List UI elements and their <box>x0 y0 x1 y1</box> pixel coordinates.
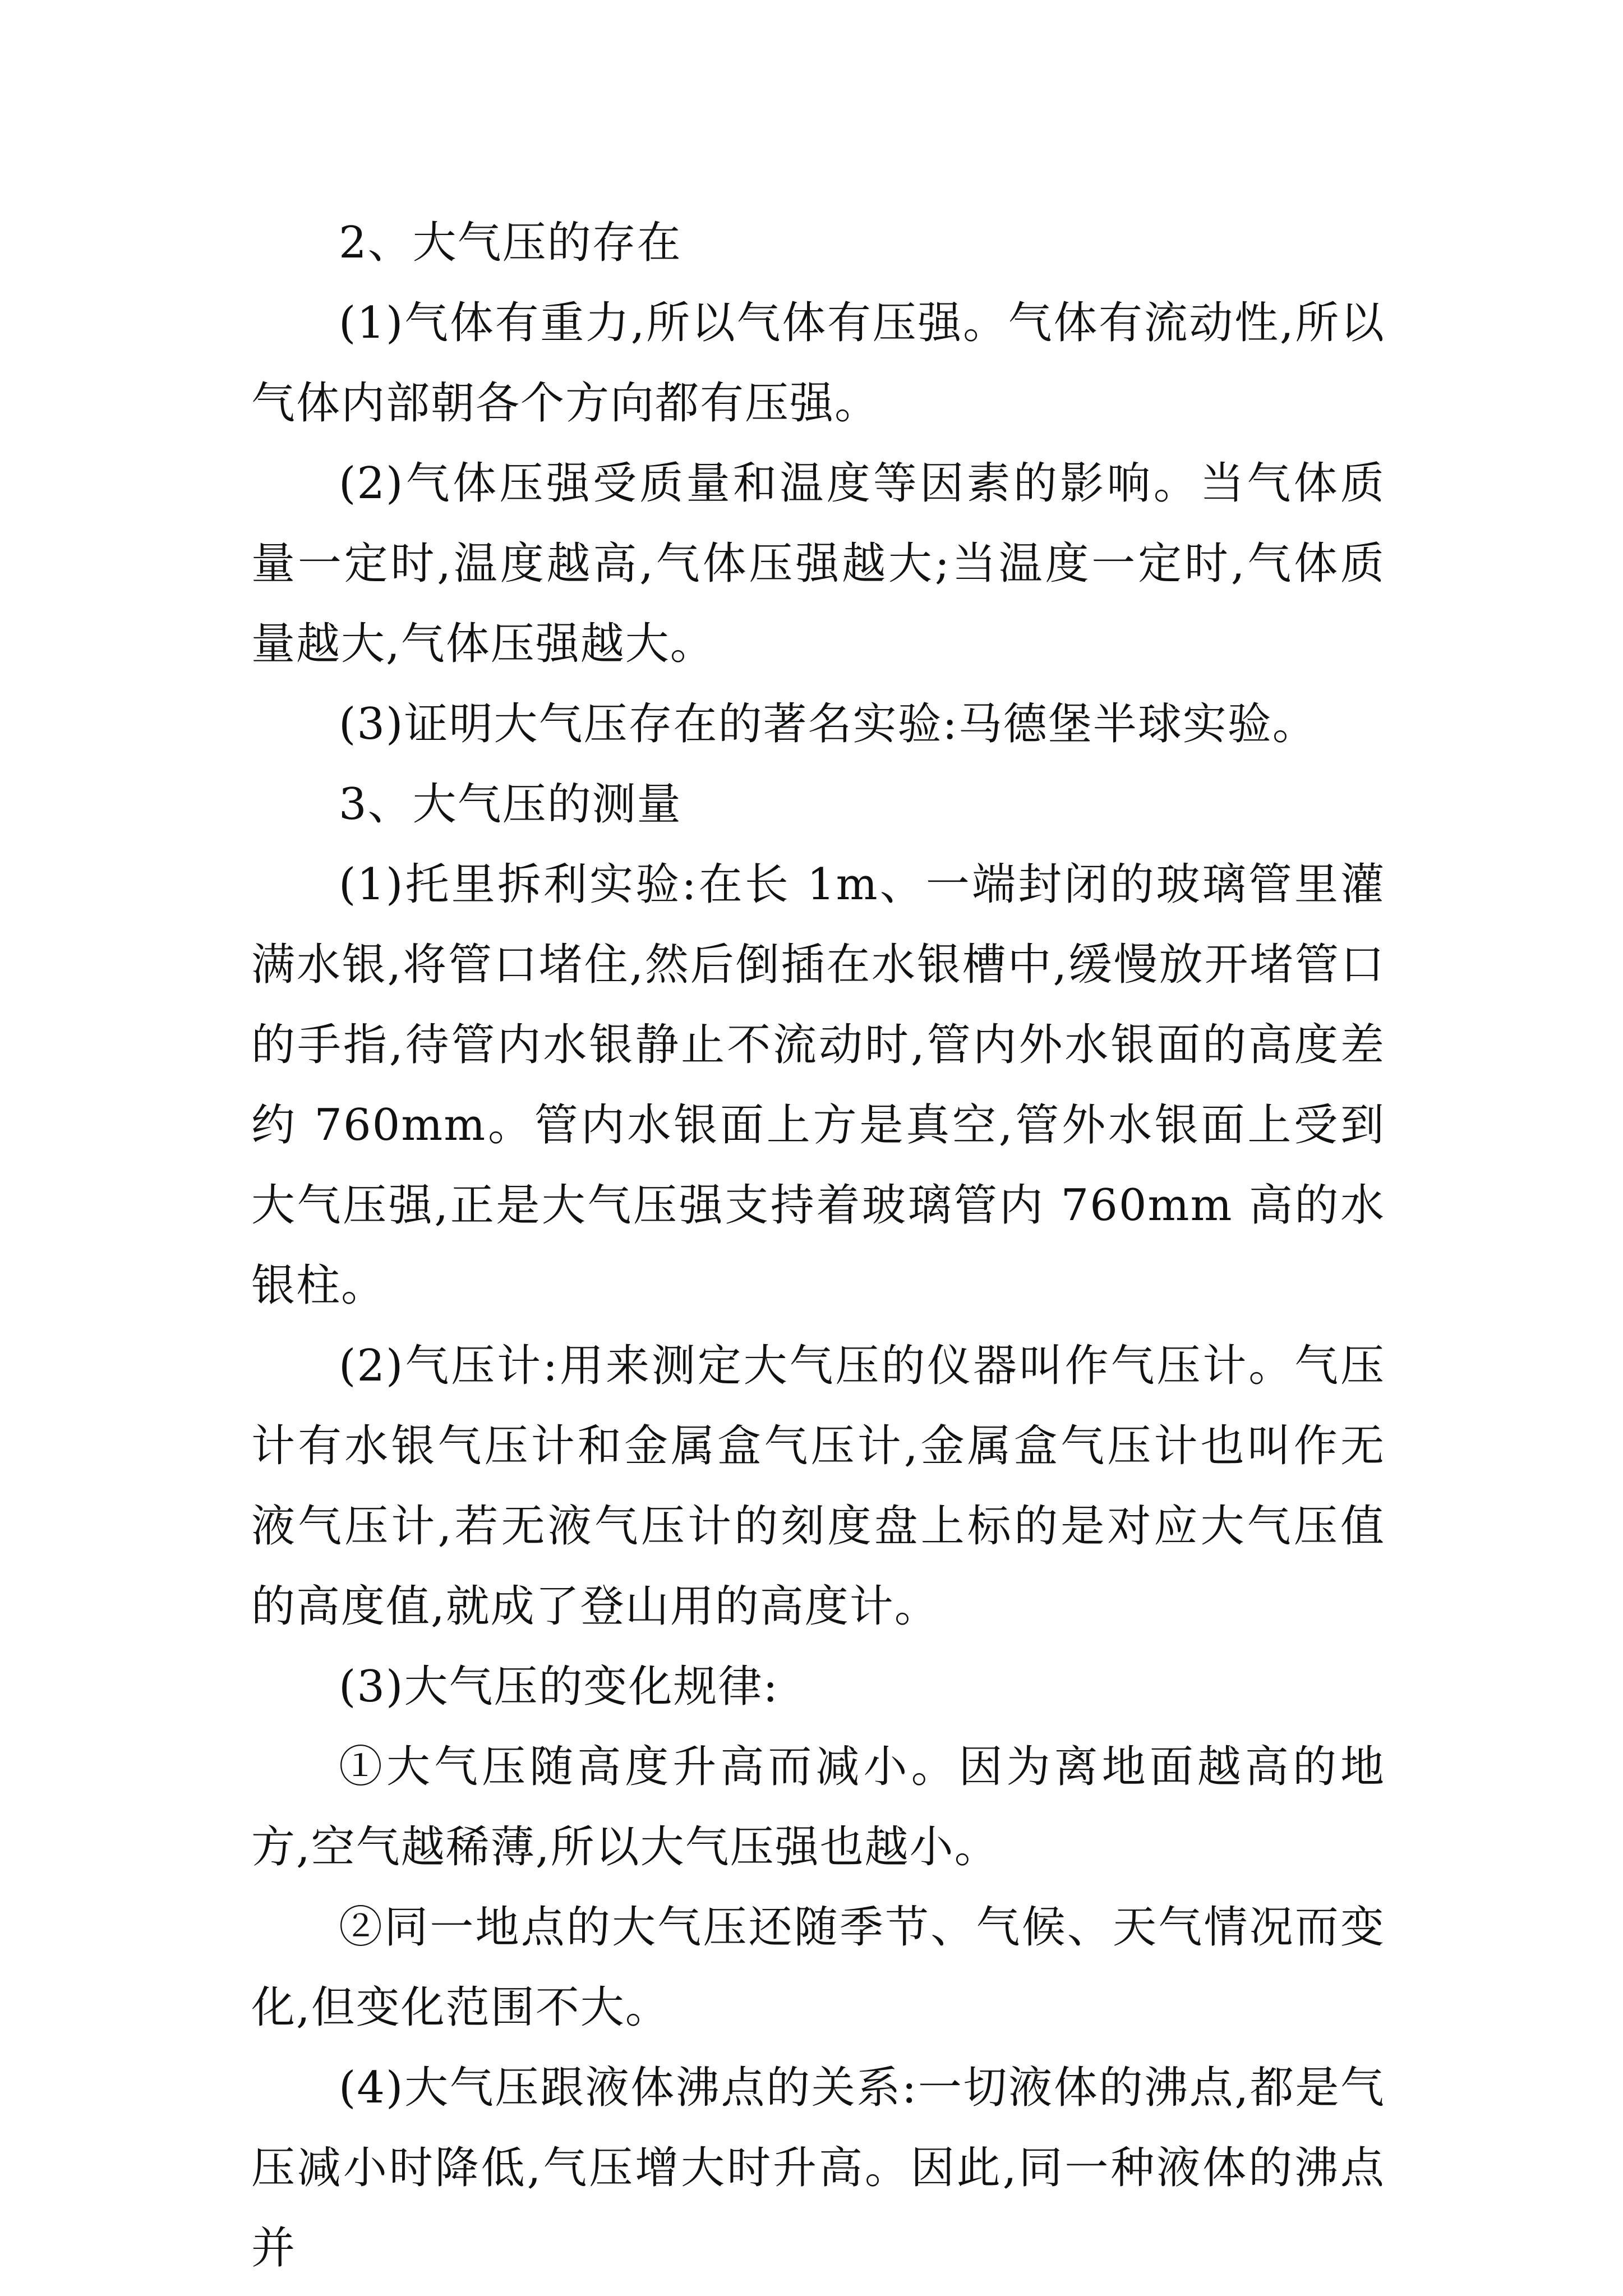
document-body <box>251 203 1385 2289</box>
paragraph-boiling-point: (4)大气压跟液体沸点的关系:一切液体的沸点,都是气压减小时降低,气压增大时升高。因此,同一种液体的沸点并 <box>251 2063 1385 2274</box>
paragraph-magdeburg-experiment: (3)证明大气压存在的著名实验:马德堡半球实验。 <box>339 699 1317 749</box>
heading-atmospheric-pressure-measurement: 3、大气压的测量 <box>339 779 682 830</box>
paragraph-pressure-change-rules: (3)大气压的变化规律: <box>339 1662 779 1712</box>
paragraph-rule-altitude: ①大气压随高度升高而减小。因为离地面越高的地方,空气越稀薄,所以大气压强也越小。 <box>251 1742 1385 1872</box>
paragraph-rule-season: ②同一地点的大气压还随季节、气候、天气情况而变化,但变化范围不大。 <box>251 1902 1385 2033</box>
paragraph-barometer: (2)气压计:用来测定大气压的仪器叫作气压计。气压计有水银气压计和金属盒气压计,金属盒气压计也叫作无液气压计,若无液气压计的刻度盘上标的是对应大气压值的高度值,就成了登山用的高度计。 <box>251 1341 1385 1632</box>
heading-atmospheric-pressure-existence: 2、大气压的存在 <box>339 218 682 268</box>
paragraph-gas-pressure-factors: (2)气体压强受质量和温度等因素的影响。当气体质量一定时,温度越高,气体压强越大;当温度一定时,气体质量越大,气体压强越大。 <box>251 458 1385 669</box>
paragraph-gas-gravity: (1)气体有重力,所以气体有压强。气体有流动性,所以气体内部朝各个方向都有压强。 <box>251 298 1385 429</box>
paragraph-torricelli-experiment: (1)托里拆利实验:在长 1m、一端封闭的玻璃管里灌满水银,将管口堵住,然后倒插在水银槽中,缓慢放开堵管口的手指,待管内水银静止不流动时,管内外水银面的高度差约 760mm。管内水银面上方是真空,管外水银面上受到大气压强,正是大气压强支持着玻璃管内 760mm 高的水银柱。 <box>251 859 1385 1311</box>
